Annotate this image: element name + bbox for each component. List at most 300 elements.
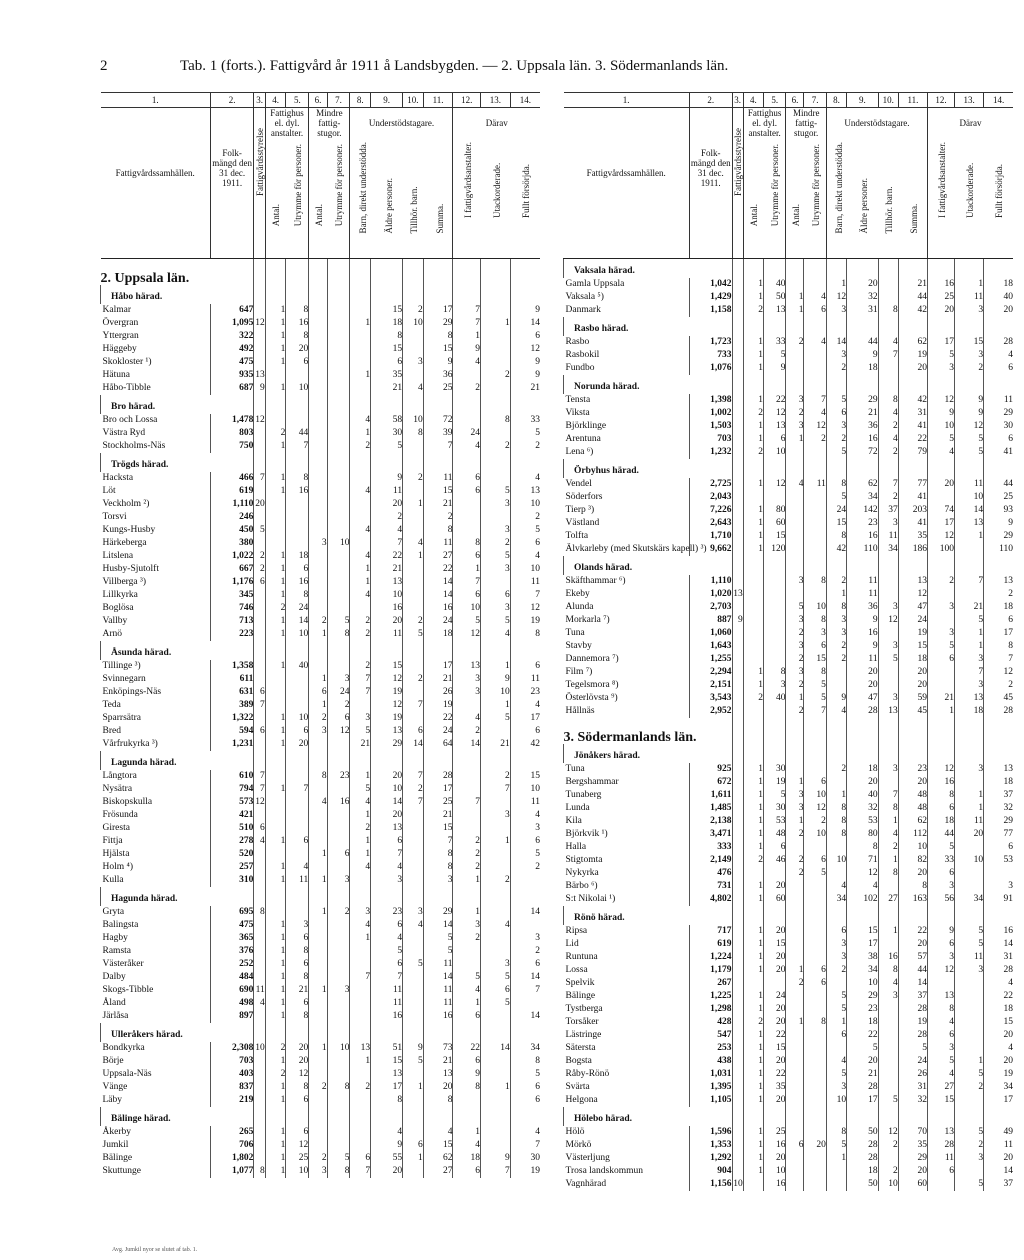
value-cell: 12 <box>878 1126 898 1139</box>
value-cell: 3 <box>327 874 350 887</box>
value-cell <box>743 653 763 666</box>
value-cell: 2 <box>928 575 955 588</box>
value-cell: 9 <box>847 614 878 627</box>
value-cell <box>265 414 286 427</box>
value-cell: 1 <box>403 498 424 511</box>
table-row <box>101 770 541 783</box>
value-cell: 2 <box>480 440 510 453</box>
column-number-row <box>101 93 541 108</box>
value-cell: 28 <box>847 1081 878 1094</box>
value-cell: 1 <box>786 815 804 828</box>
empty-cell <box>764 1107 786 1126</box>
empty-cell <box>764 556 786 575</box>
table-row <box>101 356 541 369</box>
value-cell <box>764 640 786 653</box>
empty-cell <box>984 906 1013 925</box>
colnum: 3. <box>254 93 265 108</box>
value-cell <box>732 530 743 543</box>
value-cell: 2 <box>350 822 371 835</box>
value-cell: 1 <box>743 1094 763 1107</box>
value-cell: 1 <box>309 906 327 919</box>
county-heading: 3. Södermanlands län. <box>563 730 697 745</box>
value-cell: 8 <box>984 640 1013 653</box>
table-row <box>564 478 1014 491</box>
value-cell <box>309 945 327 958</box>
colnum: 11. <box>898 93 927 108</box>
page-header <box>100 58 940 80</box>
value-cell: 5 <box>371 440 403 453</box>
population-cell: 2,149 <box>689 854 732 867</box>
municipality-name: Vaksala ⁵) <box>565 292 604 302</box>
colnum: 6. <box>309 93 327 108</box>
empty-cell <box>480 751 510 770</box>
value-cell <box>732 336 743 349</box>
population-cell: 1,292 <box>689 1152 732 1165</box>
value-cell <box>743 705 763 718</box>
district-heading-row <box>564 906 1014 925</box>
county-heading: 2. Uppsala län. <box>100 271 190 286</box>
municipality-name: Bogsta <box>565 1056 592 1066</box>
value-cell: 1 <box>265 712 286 725</box>
value-cell: 11 <box>804 478 826 491</box>
table-row <box>101 550 541 563</box>
empty-cell <box>265 285 286 304</box>
value-cell: 10 <box>286 382 309 395</box>
empty-cell <box>453 395 480 414</box>
value-cell <box>764 588 786 601</box>
value-cell: 5 <box>510 427 540 440</box>
value-cell: 18 <box>928 815 955 828</box>
value-cell: 1 <box>826 278 846 291</box>
value-cell: 50 <box>847 1178 878 1191</box>
value-cell: 21 <box>423 673 453 686</box>
value-cell <box>480 1010 510 1023</box>
value-cell <box>327 440 350 453</box>
value-cell: 2 <box>350 615 371 628</box>
value-cell: 5 <box>764 349 786 362</box>
municipality-name: Gamla Uppsala <box>565 279 625 289</box>
value-cell: 24 <box>764 990 786 1003</box>
table-row <box>564 893 1014 906</box>
value-cell: 1 <box>954 640 983 653</box>
value-cell <box>309 783 327 796</box>
column-header-row <box>101 108 541 259</box>
empty-cell <box>804 744 826 763</box>
value-cell: 6 <box>928 653 955 666</box>
value-cell: 3 <box>826 627 846 640</box>
value-cell: 12 <box>286 1068 309 1081</box>
empty-cell <box>254 887 265 906</box>
table-row <box>564 1152 1014 1165</box>
value-cell: 5 <box>954 1126 983 1139</box>
value-cell: 8 <box>878 394 898 407</box>
value-cell: 10 <box>255 1043 265 1053</box>
value-cell: 2 <box>309 712 327 725</box>
value-cell: 28 <box>984 964 1013 977</box>
value-cell <box>928 588 955 601</box>
district-heading-row <box>101 887 541 906</box>
value-cell: 2 <box>826 964 846 977</box>
value-cell: 14 <box>510 906 540 919</box>
value-cell: 7 <box>954 666 983 679</box>
value-cell: 16 <box>764 1178 786 1191</box>
value-cell: 24 <box>898 1055 927 1068</box>
value-cell <box>804 763 826 776</box>
value-cell <box>786 990 804 1003</box>
value-cell <box>254 712 265 725</box>
value-cell: 28 <box>847 1139 878 1152</box>
value-cell <box>327 382 350 395</box>
value-cell: 1 <box>743 893 763 906</box>
value-cell <box>265 673 286 686</box>
value-cell: 3 <box>480 563 510 576</box>
value-cell: 18 <box>453 1152 480 1165</box>
empty-cell <box>350 641 371 660</box>
empty-cell <box>423 259 453 286</box>
value-cell <box>309 511 327 524</box>
value-cell: 16 <box>764 1139 786 1152</box>
value-cell <box>732 802 743 815</box>
municipality-name: Veckholm ²) <box>102 499 150 509</box>
value-cell: 1 <box>350 809 371 822</box>
value-cell <box>954 588 983 601</box>
population-cell: 1,611 <box>689 789 732 802</box>
population-cell: 438 <box>689 1055 732 1068</box>
value-cell: 2 <box>510 511 540 524</box>
value-cell <box>254 1068 265 1081</box>
value-cell: 100 <box>928 543 955 556</box>
population-cell: 223 <box>210 628 253 641</box>
municipality-name: Hållnäs <box>565 706 595 716</box>
value-cell <box>265 822 286 835</box>
value-cell: 1 <box>786 692 804 705</box>
table-row <box>564 867 1014 880</box>
district-heading: Lagunda härad. <box>101 751 254 770</box>
table-row <box>564 278 1014 291</box>
value-cell: 13 <box>954 692 983 705</box>
value-cell: 5 <box>826 1003 846 1016</box>
value-cell: 10 <box>371 589 403 602</box>
municipality-name: Lunda <box>565 803 590 813</box>
value-cell: 4 <box>928 1016 955 1029</box>
district-heading: Vaksala härad. <box>564 259 733 279</box>
value-cell: 1 <box>309 673 327 686</box>
value-cell: 6 <box>928 867 955 880</box>
empty-cell <box>403 887 424 906</box>
value-cell <box>764 491 786 504</box>
value-cell: 16 <box>984 925 1013 938</box>
value-cell: 3 <box>786 575 804 588</box>
value-cell: 5 <box>804 679 826 692</box>
value-cell: 18 <box>286 550 309 563</box>
value-cell: 30 <box>371 427 403 440</box>
value-cell <box>286 848 309 861</box>
empty-cell <box>309 1107 327 1126</box>
empty-cell <box>480 641 510 660</box>
value-cell: 2 <box>350 440 371 453</box>
value-cell: 1 <box>826 1016 846 1029</box>
empty-cell <box>350 259 371 286</box>
municipality-name: Hätuna <box>102 370 130 380</box>
municipality-name: Sparrsätra <box>102 713 142 723</box>
value-cell: 6 <box>371 835 403 848</box>
empty-cell <box>327 395 350 414</box>
value-cell: 1 <box>403 1152 424 1165</box>
value-cell: 6 <box>984 841 1013 854</box>
empty-cell <box>928 1107 955 1126</box>
value-cell <box>327 783 350 796</box>
value-cell: 5 <box>453 971 480 984</box>
value-cell: 53 <box>984 854 1013 867</box>
value-cell: 6 <box>254 822 265 835</box>
header-board: Fattigvårdsstyrelse <box>254 108 265 259</box>
value-cell <box>928 679 955 692</box>
value-cell: 5 <box>480 550 510 563</box>
value-cell: 12 <box>928 964 955 977</box>
colnum: 11. <box>423 93 453 108</box>
value-cell: 1 <box>743 1165 763 1178</box>
value-cell <box>403 343 424 356</box>
empty-cell <box>480 395 510 414</box>
value-cell: 1 <box>265 874 286 887</box>
value-cell: 1 <box>743 880 763 893</box>
municipality-name: Bälinge <box>565 991 596 1001</box>
value-cell: 16 <box>847 530 878 543</box>
value-cell: 18 <box>984 601 1013 614</box>
value-cell <box>254 330 265 343</box>
empty-cell <box>327 1023 350 1042</box>
table-row <box>101 511 541 524</box>
empty-cell <box>453 453 480 472</box>
municipality-name: Västra Ryd <box>102 428 146 438</box>
population-cell: 1,110 <box>689 575 732 588</box>
table-row <box>564 543 1014 556</box>
value-cell: 23 <box>847 517 878 530</box>
value-cell <box>327 576 350 589</box>
value-cell: 10 <box>847 977 878 990</box>
value-cell: 4 <box>403 919 424 932</box>
value-cell: 14 <box>286 615 309 628</box>
value-cell: 6 <box>254 686 265 699</box>
empty-cell <box>954 459 983 478</box>
table-row <box>101 563 541 576</box>
value-cell: 6 <box>804 640 826 653</box>
value-cell: 10 <box>804 828 826 841</box>
value-cell: 6 <box>480 984 510 997</box>
value-cell: 15 <box>371 343 403 356</box>
value-cell: 73 <box>423 1042 453 1055</box>
value-cell: 1 <box>743 990 763 1003</box>
empty-cell <box>423 1023 453 1042</box>
value-cell: 28 <box>898 1029 927 1042</box>
population-cell: 2,043 <box>689 491 732 504</box>
value-cell <box>878 938 898 951</box>
value-cell: 1 <box>265 783 286 796</box>
value-cell: 1 <box>954 1055 983 1068</box>
value-cell: 4 <box>350 414 371 427</box>
district-heading-row <box>564 259 1014 279</box>
empty-cell <box>928 906 955 925</box>
population-cell: 619 <box>210 485 253 498</box>
value-cell: 5 <box>423 945 453 958</box>
value-cell <box>878 1068 898 1081</box>
value-cell <box>403 848 424 861</box>
value-cell: 1 <box>786 433 804 446</box>
value-cell: 1 <box>350 576 371 589</box>
value-cell <box>786 1165 804 1178</box>
value-cell: 18 <box>898 653 927 666</box>
value-cell <box>403 932 424 945</box>
district-heading-row <box>101 395 541 414</box>
value-cell <box>309 304 327 317</box>
value-cell: 14 <box>371 796 403 809</box>
value-cell: 11 <box>847 653 878 666</box>
value-cell <box>350 945 371 958</box>
value-cell: 10 <box>371 783 403 796</box>
value-cell <box>480 1126 510 1139</box>
value-cell: 10 <box>510 783 540 796</box>
empty-cell <box>371 285 403 304</box>
value-cell: 47 <box>847 692 878 705</box>
value-cell: 3 <box>928 1042 955 1055</box>
value-cell: 57 <box>898 951 927 964</box>
empty-cell <box>371 751 403 770</box>
value-cell <box>732 653 743 666</box>
table-row <box>564 880 1014 893</box>
value-cell: 8 <box>804 666 826 679</box>
value-cell: 11 <box>510 673 540 686</box>
value-cell: 1 <box>480 835 510 848</box>
value-cell: 11 <box>371 628 403 641</box>
value-cell: 5 <box>898 1042 927 1055</box>
value-cell <box>327 369 350 382</box>
municipality-name: Skäfthammar ⁶) <box>565 576 626 586</box>
value-cell: 1 <box>265 861 286 874</box>
value-cell <box>327 524 350 537</box>
table-row <box>564 1003 1014 1016</box>
empty-cell <box>309 259 327 286</box>
empty-cell <box>928 317 955 336</box>
value-cell: 20 <box>286 343 309 356</box>
value-cell: 17 <box>423 783 453 796</box>
value-cell: 2 <box>350 1081 371 1094</box>
value-cell <box>804 1042 826 1055</box>
municipality-name: Älvkarleby (med Skutskärs kapell) ³) <box>565 544 707 554</box>
municipality-name: Kungs-Husby <box>102 525 156 535</box>
value-cell <box>826 679 846 692</box>
value-cell: 20 <box>371 1165 403 1178</box>
value-cell: 5 <box>954 925 983 938</box>
value-cell: 6 <box>786 1139 804 1152</box>
county-heading-row <box>564 718 1014 744</box>
empty-cell <box>309 887 327 906</box>
empty-cell <box>764 718 786 744</box>
empty-cell <box>764 375 786 394</box>
table-row <box>101 472 541 485</box>
value-cell <box>786 1042 804 1055</box>
value-cell: 2 <box>265 1068 286 1081</box>
value-cell: 2 <box>254 550 265 563</box>
value-cell <box>327 550 350 563</box>
value-cell: 4 <box>984 349 1013 362</box>
empty-cell <box>804 259 826 279</box>
value-cell: 8 <box>764 666 786 679</box>
empty-cell <box>403 1107 424 1126</box>
value-cell <box>403 1094 424 1107</box>
municipality-name: Viksta <box>565 408 590 418</box>
value-cell: 2 <box>350 628 371 641</box>
value-cell: 20 <box>847 278 878 291</box>
value-cell <box>804 1178 826 1191</box>
value-cell: 1 <box>265 835 286 848</box>
municipality-name: Hölö <box>565 1127 585 1137</box>
value-cell: 30 <box>764 763 786 776</box>
value-cell: 5 <box>928 841 955 854</box>
value-cell: 6 <box>804 776 826 789</box>
table-row <box>101 809 541 822</box>
value-cell: 7 <box>480 1165 510 1178</box>
value-cell <box>732 925 743 938</box>
value-cell: 9 <box>847 640 878 653</box>
empty-cell <box>510 453 540 472</box>
value-cell <box>403 861 424 874</box>
district-heading: Örbyhus härad. <box>564 459 733 478</box>
municipality-name: Svärta <box>565 1082 590 1092</box>
value-cell: 21 <box>371 563 403 576</box>
value-cell: 6 <box>480 589 510 602</box>
value-cell: 12 <box>255 318 265 328</box>
value-cell: 50 <box>764 291 786 304</box>
value-cell: 4 <box>928 1068 955 1081</box>
empty-cell <box>954 744 983 763</box>
value-cell: 14 <box>510 971 540 984</box>
table-row <box>101 984 541 997</box>
value-cell <box>480 848 510 861</box>
empty-cell <box>826 556 846 575</box>
population-cell: 672 <box>689 776 732 789</box>
table-row <box>564 1126 1014 1139</box>
value-cell <box>804 951 826 964</box>
value-cell <box>327 919 350 932</box>
value-cell: 9 <box>510 356 540 369</box>
value-cell: 9 <box>403 1042 424 1055</box>
value-cell: 6 <box>928 1029 955 1042</box>
value-cell: 21 <box>350 738 371 751</box>
value-cell: 6 <box>510 725 540 738</box>
value-cell <box>786 1126 804 1139</box>
value-cell: 4 <box>928 446 955 459</box>
left-table-panel <box>100 92 540 1178</box>
value-cell: 3 <box>878 763 898 776</box>
value-cell: 41 <box>898 420 927 433</box>
value-cell <box>453 369 480 382</box>
value-cell <box>510 997 540 1010</box>
value-cell: 3 <box>786 802 804 815</box>
value-cell <box>732 1068 743 1081</box>
empty-cell <box>954 375 983 394</box>
value-cell: 2 <box>954 362 983 375</box>
empty-cell <box>804 375 826 394</box>
value-cell: 2 <box>878 491 898 504</box>
table-row <box>101 686 541 699</box>
colnum: 12. <box>453 93 480 108</box>
value-cell: 32 <box>847 291 878 304</box>
table-row <box>564 925 1014 938</box>
value-cell: 7 <box>423 440 453 453</box>
population-cell: 1,710 <box>689 530 732 543</box>
value-cell: 4 <box>480 628 510 641</box>
value-cell <box>732 867 743 880</box>
